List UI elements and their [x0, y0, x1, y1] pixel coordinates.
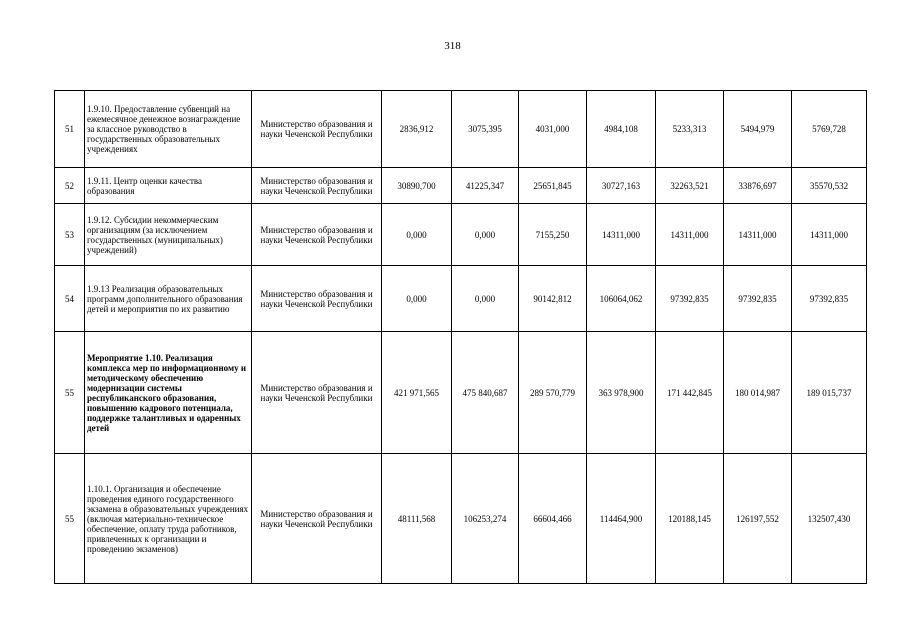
funding-value: 126197,552: [724, 454, 792, 584]
funding-value: 97392,835: [792, 266, 867, 332]
activity-description: 1.9.10. Предоставление субвенций на ежемесячное денежное вознаграждение за классное руководство в государственных образовательных учреждениях: [85, 91, 252, 168]
table-row: [55, 332, 867, 454]
executor: Министерство образования и науки Чеченской Республики: [252, 454, 382, 584]
table-row: [55, 454, 867, 584]
funding-value: 0,000: [452, 266, 519, 332]
funding-value: 180 014,987: [724, 332, 792, 454]
executor: Министерство образования и науки Чеченской Республики: [252, 204, 382, 266]
executor: Министерство образования и науки Чеченской Республики: [252, 168, 382, 204]
funding-value: 35570,532: [792, 168, 867, 204]
funding-value: 97392,835: [656, 266, 724, 332]
funding-value: 90142,812: [519, 266, 587, 332]
funding-value: 30890,700: [382, 168, 452, 204]
funding-value: 171 442,845: [656, 332, 724, 454]
funding-value: 0,000: [382, 204, 452, 266]
row-number: 55: [55, 454, 85, 584]
executor: Министерство образования и науки Чеченской Республики: [252, 91, 382, 168]
funding-value: 106064,062: [587, 266, 656, 332]
funding-value: 2836,912: [382, 91, 452, 168]
row-number: 55: [55, 332, 85, 454]
funding-value: 106253,274: [452, 454, 519, 584]
funding-value: 97392,835: [724, 266, 792, 332]
table-body: [55, 91, 867, 584]
funding-value: 5769,728: [792, 91, 867, 168]
funding-value: 5494,979: [724, 91, 792, 168]
budget-table: [54, 90, 867, 584]
funding-value: 4031,000: [519, 91, 587, 168]
activity-description: 1.9.13 Реализация образовательных программ дополнительного образования детей и мероприятия по их развитию: [85, 266, 252, 332]
funding-value: 4984,108: [587, 91, 656, 168]
page-number: 318: [444, 40, 461, 52]
funding-value: 14311,000: [656, 204, 724, 266]
table-row: [55, 91, 867, 168]
funding-value: 7155,250: [519, 204, 587, 266]
row-number: 52: [55, 168, 85, 204]
table-row: [55, 168, 867, 204]
funding-value: 475 840,687: [452, 332, 519, 454]
activity-description: 1.10.1. Организация и обеспечение проведения единого государственного экзамена в образовательных учреждениях (включая материально-техническое обеспечение, оплату труда работников, привлеченных к организации и проведению экзаменов): [85, 454, 252, 584]
funding-value: 114464,900: [587, 454, 656, 584]
funding-value: 41225,347: [452, 168, 519, 204]
funding-value: 32263,521: [656, 168, 724, 204]
activity-description: 1.9.11. Центр оценки качества образования: [85, 168, 252, 204]
funding-value: 14311,000: [724, 204, 792, 266]
funding-value: 120188,145: [656, 454, 724, 584]
funding-value: 189 015,737: [792, 332, 867, 454]
funding-value: 289 570,779: [519, 332, 587, 454]
funding-value: 0,000: [452, 204, 519, 266]
funding-value: 421 971,565: [382, 332, 452, 454]
funding-value: 3075,395: [452, 91, 519, 168]
row-number: 53: [55, 204, 85, 266]
table-row: [55, 204, 867, 266]
executor: Министерство образования и науки Чеченской Республики: [252, 332, 382, 454]
activity-description: Мероприятие 1.10. Реализация комплекса мер по информационному и методическому обеспечению модернизации системы республиканского образования, повышению кадрового потенциала, поддержке талантливых и одаренных детей: [85, 332, 252, 454]
executor: Министерство образования и науки Чеченской Республики: [252, 266, 382, 332]
funding-value: 5233,313: [656, 91, 724, 168]
funding-value: 363 978,900: [587, 332, 656, 454]
funding-value: 14311,000: [792, 204, 867, 266]
funding-value: 33876,697: [724, 168, 792, 204]
funding-value: 132507,430: [792, 454, 867, 584]
row-number: 54: [55, 266, 85, 332]
funding-value: 66604,466: [519, 454, 587, 584]
row-number: 51: [55, 91, 85, 168]
activity-description: 1.9.12. Субсидии некоммерческим организациям (за исключением государственных (муниципальных) учреждений): [85, 204, 252, 266]
funding-value: 48111,568: [382, 454, 452, 584]
funding-value: 14311,000: [587, 204, 656, 266]
funding-value: 25651,845: [519, 168, 587, 204]
table-row: [55, 266, 867, 332]
funding-value: 30727,163: [587, 168, 656, 204]
funding-value: 0,000: [382, 266, 452, 332]
